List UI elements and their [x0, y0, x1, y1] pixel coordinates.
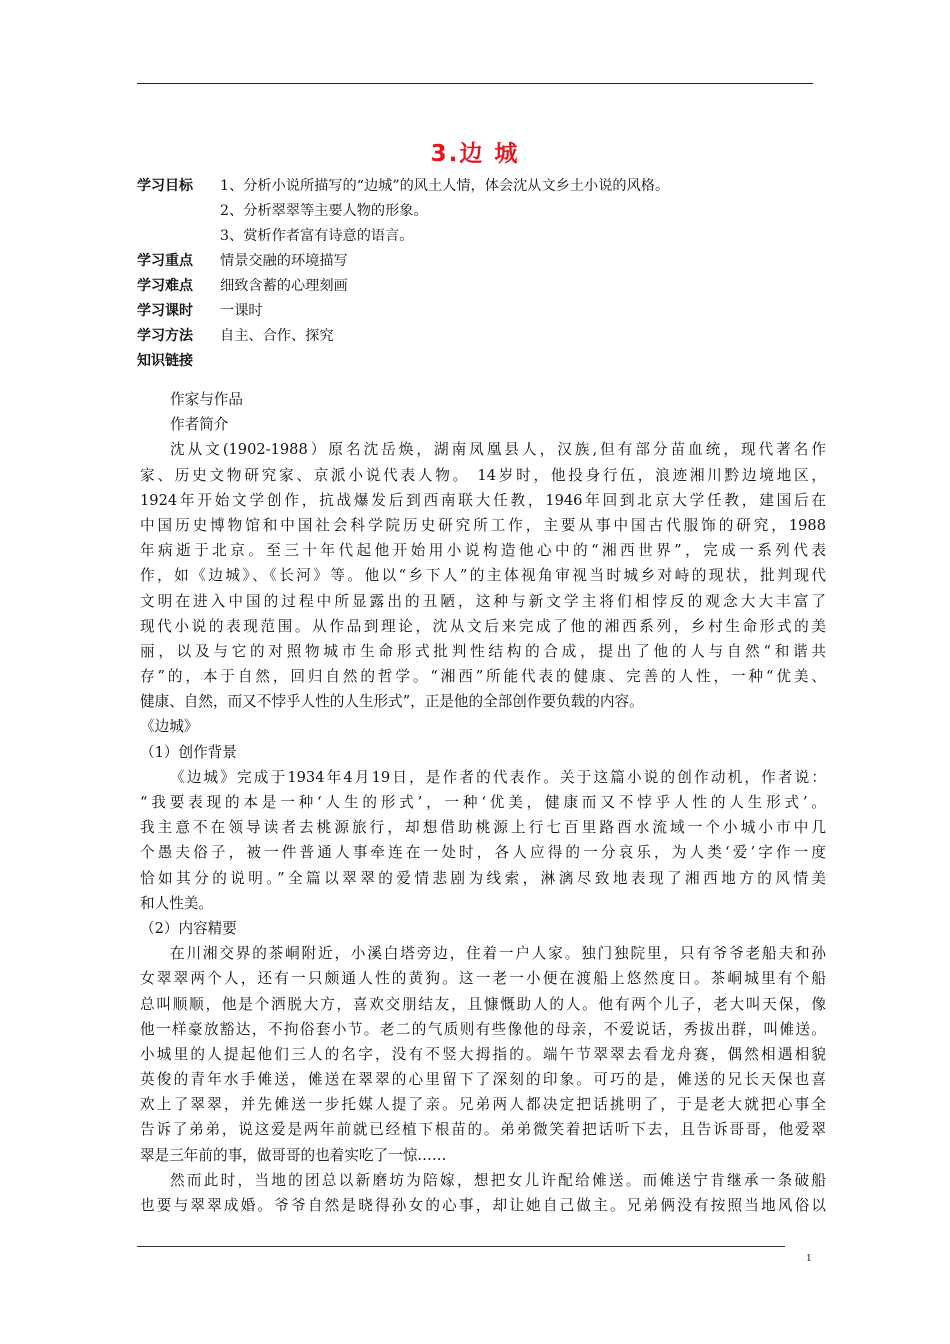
- paragraph-line: 在川湘交界的茶峒附近，小溪白塔旁边，住着一户人家。独门独院里，只有爷爷老船夫和孙: [170, 945, 826, 963]
- footer-rule: [137, 1246, 785, 1247]
- paragraph-line: 然而此时，当地的团总以新磨坊为陪嫁，想把女儿许配给傩送。而傩送宁肯继承一条破船: [170, 1171, 826, 1189]
- meta-label: 学习重点: [137, 253, 193, 269]
- meta-label: 知识链接: [137, 353, 193, 369]
- meta-row-goals: [137, 174, 817, 199]
- article-body: [140, 387, 826, 1218]
- paragraph-line: 告诉了弟弟，说这爱是两年前就已经植下根苗的。弟弟微笑着把话听下去，且告诉哥哥，他爱翠: [140, 1121, 826, 1139]
- paragraph-line: 英俊的青年水手傩送，傩送在翠翠的心里留下了深刻的印象。可巧的是，傩送的兄长天保也喜: [140, 1071, 826, 1089]
- paragraph-line: 健康、自然，而又不悖乎人性的人生形式”，正是他的全部创作要负载的内容。: [140, 693, 644, 711]
- paragraph-line: 翠是三年前的事，做哥哥的也着实吃了一惊……: [140, 1146, 447, 1164]
- meta-value: 1、分析小说所描写的“边城”的风土人情，体会沈从文乡土小说的风格。: [220, 178, 670, 194]
- meta-value: 2、分析翠翠等主要人物的形象。: [220, 203, 428, 219]
- section-heading: （2）内容精要: [140, 919, 237, 937]
- paragraph-line: 年病逝于北京。至三十年代起他开始用小说构造他心中的“湘西世界”，完成一系列代表: [140, 542, 826, 560]
- meta-value: 细致含蓄的心理刻画: [220, 278, 348, 294]
- paragraph-line: 和人性美。: [140, 894, 213, 912]
- paragraph-line: 沈从文(1902-1988）原名沈岳焕，湖南凤凰县人，汉族,但有部分苗血统，现代著名作: [170, 441, 826, 459]
- page-number: 1: [806, 1252, 812, 1264]
- study-info: [137, 174, 817, 374]
- paragraph-line: 他一样豪放豁达，不拘俗套小节。老二的气质则有些像他的母亲，不爱说话，秀拔出群，叫傩送。: [140, 1020, 826, 1038]
- section-heading: 《边城》: [140, 718, 199, 736]
- paragraph-line: 《边城》完成于1934年4月19日，是作者的代表作。关于这篇小说的创作动机，作者说：: [170, 768, 826, 786]
- paragraph-line: 家、历史文物研究家、京派小说代表人物。 14岁时，他投身行伍，浪迹湘川黔边境地区，: [140, 466, 826, 484]
- meta-row-knowledge-link: [137, 349, 817, 374]
- paragraph-line: 现代小说的表现范围。从作品到理论，沈从文后来完成了他的湘西系列，乡村生命形式的美: [140, 617, 826, 635]
- paragraph-line: 总叫顺顺，他是个洒脱大方，喜欢交朋结友，且慷慨助人的人。他有两个儿子，老大叫天保，像: [140, 995, 826, 1013]
- meta-row-focus: [137, 249, 817, 274]
- paragraph-line: 欢上了翠翠，并先傩送一步托媒人提了亲。兄弟两人都决定把话挑明了，于是老大就把心事全: [140, 1096, 826, 1114]
- paragraph-line: 文明在进入中国的过程中所显露出的丑陋，这种与新文学主将们相悖反的观念大大丰富了: [140, 592, 826, 610]
- header-rule: [137, 83, 813, 84]
- meta-row-goals-3: [137, 224, 817, 249]
- paragraph-line: 恰如其分的说明。”全篇以翠翠的爱情悲剧为线索，淋漓尽致地表现了湘西地方的风情美: [140, 869, 826, 887]
- meta-label: 学习课时: [137, 303, 193, 319]
- meta-value: 3、赏析作者富有诗意的语言。: [220, 228, 414, 244]
- section-heading: 作者简介: [170, 416, 229, 434]
- paragraph-line: 丽，以及与它的对照物城市生命形式批判性结构的合成，提出了他的人与自然“和谐共: [140, 642, 826, 660]
- page-title: 3.边 城: [430, 141, 520, 167]
- meta-row-hours: [137, 299, 817, 324]
- paragraph-line: 中国历史博物馆和中国社会科学院历史研究所工作，主要从事中国古代服饰的研究，1988: [140, 516, 826, 534]
- meta-row-method: [137, 324, 817, 349]
- section-heading: （1）创作背景: [140, 743, 237, 761]
- paragraph-line: 作，如《边城》、《长河》等。他以“乡下人”的主体视角审视当时城乡对峙的现状，批判现代: [140, 567, 826, 585]
- paragraph-line: 我主意不在领导读者去桃源旅行，却想借助桃源上行七百里路酉水流域一个小城小市中几: [140, 819, 826, 837]
- paragraph-line: 存”的，本于自然，回归自然的哲学。“湘西”所能代表的健康、完善的人性，一种“优美、: [140, 668, 826, 686]
- meta-value: 一课时: [220, 303, 263, 319]
- meta-row-goals-2: [137, 199, 817, 224]
- paragraph-line: 女翠翠两个人，还有一只颇通人性的黄狗。这一老一小便在渡船上悠然度日。茶峒城里有个船: [140, 970, 826, 988]
- meta-label: 学习难点: [137, 278, 193, 294]
- paragraph-line: 也要与翠翠成婚。爷爷自然是晓得孙女的心事，却让她自己做主。兄弟俩没有按照当地风俗以: [140, 1197, 826, 1214]
- paragraph-line: 小城里的人提起他们三人的名字，没有不竖大拇指的。端午节翠翠去看龙舟赛，偶然相遇相貌: [140, 1045, 826, 1063]
- meta-value: 自主、合作、探究: [220, 328, 334, 344]
- section-heading: 作家与作品: [170, 391, 243, 408]
- paragraph-line: “我要表现的本是一种‘人生的形式’，一种‘优美，健康而又不悖乎人性的人生形式’。: [140, 794, 826, 811]
- meta-row-difficulty: [137, 274, 817, 299]
- meta-label: 学习方法: [137, 328, 193, 344]
- paragraph-line: 1924年开始文学创作，抗战爆发后到西南联大任教，1946年回到北京大学任教，建国后在: [140, 491, 826, 509]
- paragraph-line: 个愚夫俗子，被一件普通人事牵连在一处时，各人应得的一分哀乐，为人类‘爱’字作一度: [140, 844, 826, 862]
- meta-label: 学习目标: [137, 178, 193, 194]
- meta-value: 情景交融的环境描写: [220, 253, 348, 269]
